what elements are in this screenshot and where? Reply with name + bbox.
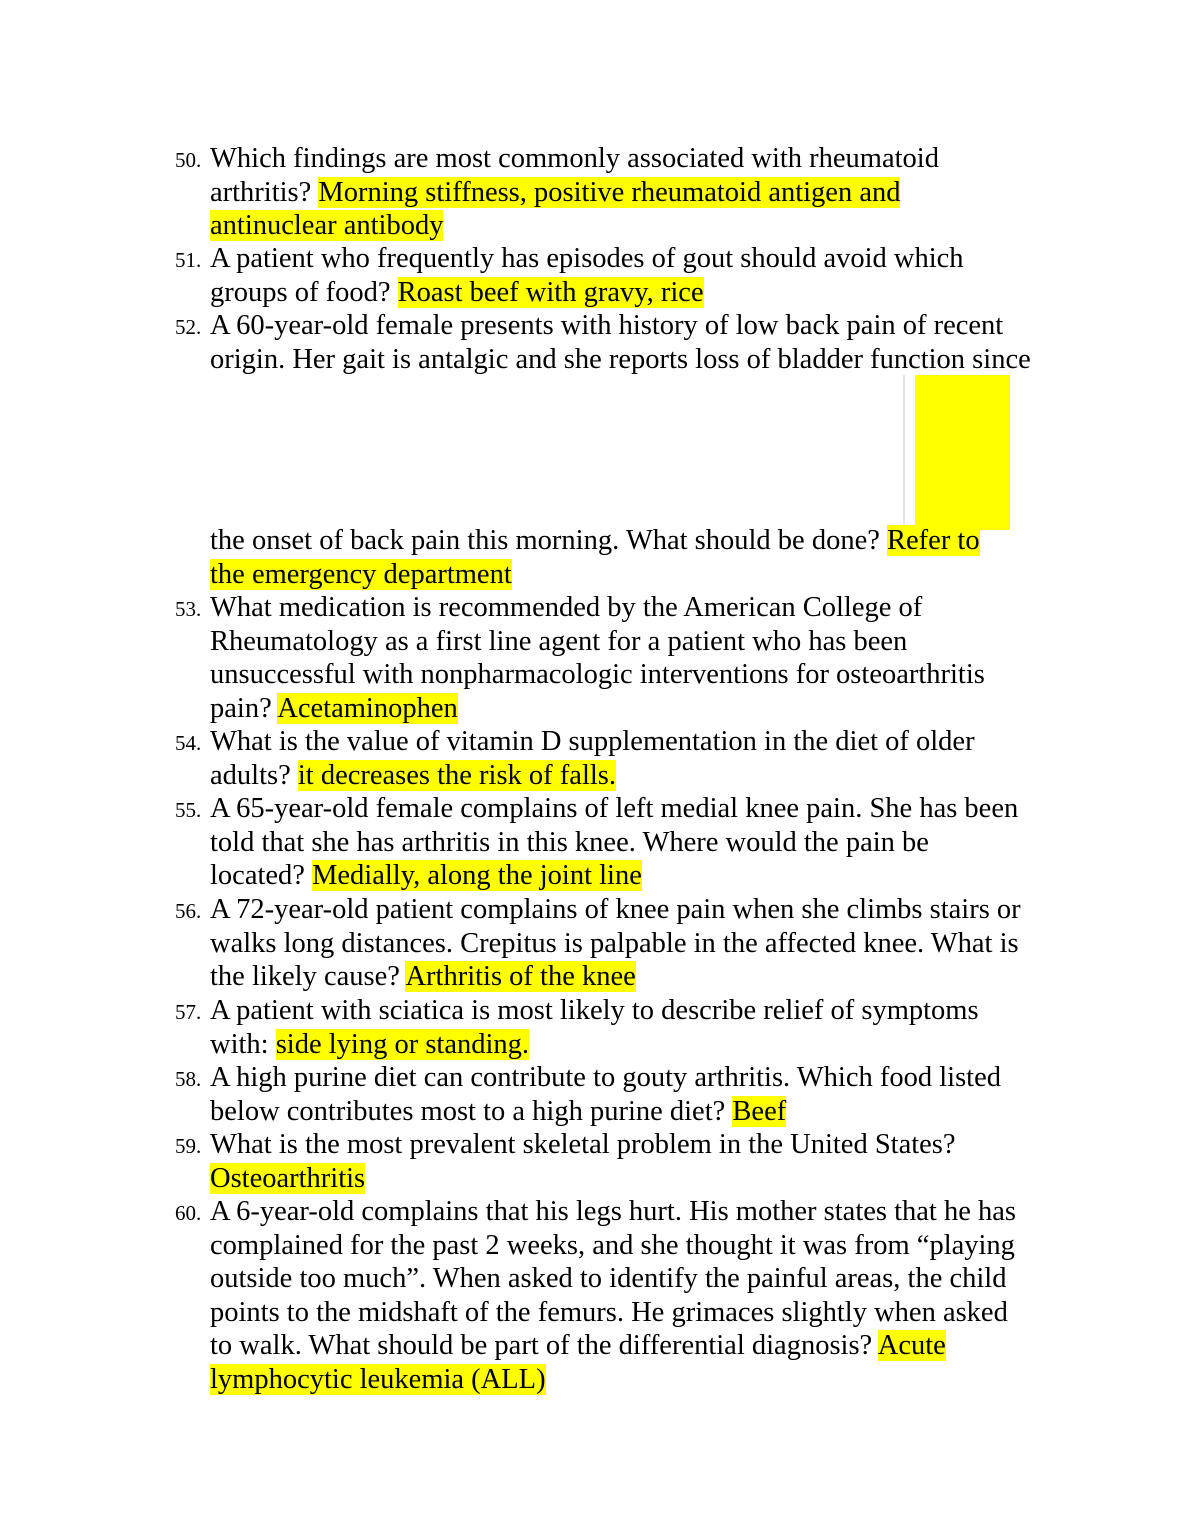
answer-highlight: the emergency department [210,558,512,590]
question-number: 56. [175,899,202,923]
question-number: 59. [175,1134,202,1158]
question-text: outside too much”. When asked to identify the painful areas, the child [210,1263,1007,1294]
answer-highlight: Medially, along the joint line [312,860,642,891]
question-text: A 72-year-old patient complains of knee pain when she climbs stairs or [210,894,1021,925]
question-text: origin. Her gait is antalgic and she reports loss of bladder function since [210,343,1031,375]
question-text: told that she has arthritis in this knee. Where would the pain be [210,826,929,858]
question-text: Rheumatology as a first line agent for a patient who has been [210,625,908,657]
question-line [210,1061,1001,1095]
question-line [210,591,922,625]
question-line [210,1296,1008,1330]
question-line [210,658,985,692]
answer-highlight: Osteoarthritis [210,1162,366,1194]
question-text: the onset of back pain this morning. What should be done? [210,525,888,556]
answer-highlight: Morning stiffness, positive rheumatoid antigen and [318,176,901,208]
question-text: walks long distances. Crepitus is palpable in the affected knee. What is [210,927,1019,959]
question-line [210,276,704,310]
question-text: located? [210,860,313,891]
question-text: A 6-year-old complains that his legs hurt. His mother states that he has [210,1196,1016,1227]
question-line [210,1229,1015,1263]
question-line [210,692,458,726]
question-line [210,792,1018,826]
question-text: A 65-year-old female complains of left medial knee pain. She has been [210,793,1019,824]
question-line [210,1195,1016,1229]
answer-highlight: antinuclear antibody [210,210,444,241]
question-line [210,1095,786,1129]
question-number: 50. [175,148,202,172]
question-text: with: [210,1028,276,1060]
question-number: 55. [175,798,202,822]
question-line [210,1329,946,1363]
question-text: to walk. What should be part of the differential diagnosis? [210,1330,878,1361]
question-text: A 60-year-old female presents with history of low back pain of recent [210,310,1004,341]
question-line [210,343,1031,377]
question-number: 57. [175,1000,202,1024]
answer-highlight: Roast beef with gravy, rice [397,276,704,308]
question-text: the likely cause? [210,961,406,992]
question-line [210,1363,546,1397]
answer-highlight: it decreases the risk of falls. [297,759,616,791]
question-line [210,1262,1006,1296]
question-text: A high purine diet can contribute to gouty arthritis. Which food listed [210,1062,1001,1093]
question-text: What medication is recommended by the American College of [210,592,923,623]
answer-highlight: lymphocytic leukemia (ALL) [210,1363,546,1395]
question-line [210,759,616,793]
question-text: A patient who frequently has episodes of gout should avoid which [210,243,964,274]
question-text: unsuccessful with nonpharmacologic interventions for osteoarthritis [210,659,985,690]
question-line [210,625,907,659]
question-line [210,242,964,276]
question-number: 53. [175,597,202,621]
question-line [210,960,636,994]
question-text: A patient with sciatica is most likely to describe relief of symptoms [210,995,979,1026]
question-text: adults? [210,759,298,791]
question-line [210,309,1003,343]
question-line [210,927,1019,961]
question-text: arthritis? [210,176,319,208]
question-number: 60. [175,1201,202,1225]
question-number: 51. [175,248,202,272]
question-line [210,558,512,592]
question-number: 52. [175,315,202,339]
question-number: 58. [175,1067,202,1091]
question-text: What is the most prevalent skeletal problem in the United States? [210,1129,956,1160]
question-line [210,859,642,893]
answer-highlight: Refer to [887,525,980,556]
question-line [210,142,939,176]
highlight-block [915,375,1010,530]
question-line [210,826,929,860]
question-line [210,1162,365,1196]
answer-highlight: side lying or standing. [275,1028,530,1060]
question-text: points to the midshaft of the femurs. He grimaces slightly when asked [210,1296,1008,1328]
question-number: 54. [175,731,202,755]
question-text: What is the value of vitamin D supplementation in the diet of older [210,726,975,757]
question-line [210,1128,956,1162]
question-line [210,725,975,759]
question-line [210,524,980,558]
answer-highlight: Acute [877,1330,946,1361]
answer-highlight: Acetaminophen [277,692,458,724]
question-text: pain? [210,692,278,724]
question-text: complained for the past 2 weeks, and she thought it was from “playing [210,1229,1015,1261]
question-line [210,1028,529,1062]
question-text: below contributes most to a high purine diet? [210,1095,733,1127]
question-line [210,209,443,243]
question-line [210,994,979,1028]
question-line [210,176,900,210]
answer-highlight: Arthritis of the knee [405,961,636,992]
question-text: Which findings are most commonly associated with rheumatoid [210,143,939,174]
question-text: groups of food? [210,276,398,308]
answer-highlight: Beef [732,1095,787,1127]
question-line [210,893,1021,927]
